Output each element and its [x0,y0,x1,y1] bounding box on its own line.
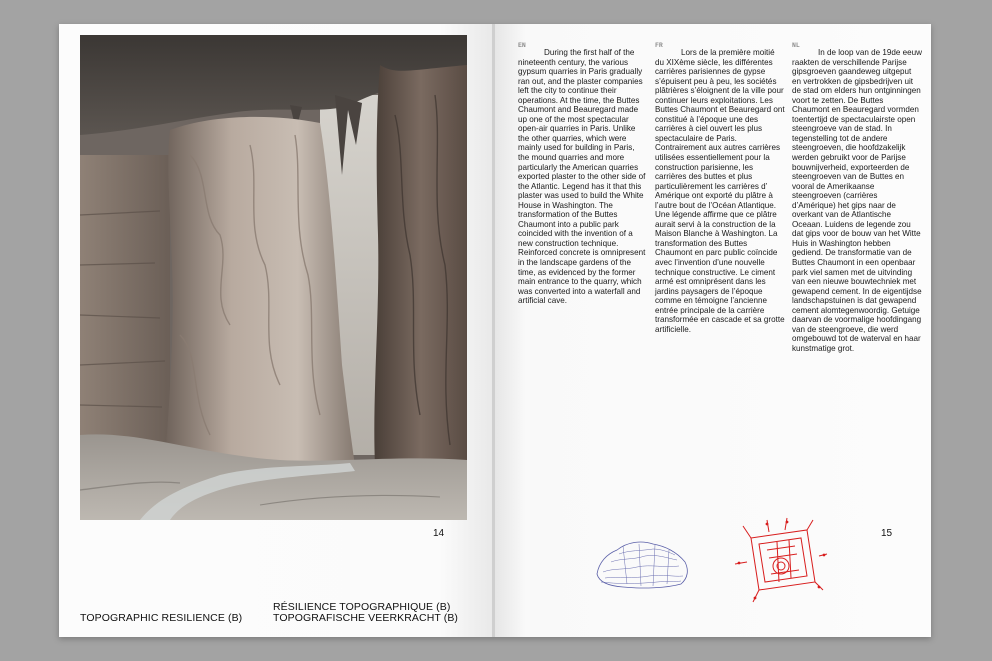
left-page-number: 14 [433,528,445,539]
park-plan-sketch-drawing [729,516,829,606]
quarry-cave-photo [80,35,467,520]
text-column-nl [792,41,922,354]
footer-title-fr: RÉSILIENCE TOPOGRAPHIQUE (B) [273,601,451,613]
language-tag-nl: NL [792,42,800,49]
right-page [495,24,931,637]
language-tag-en: EN [518,42,526,49]
footer-title-nl: TOPOGRAFISCHE VEERKRACHT (B) [273,612,459,624]
footer-title-en: TOPOGRAPHIC RESILIENCE (B) [80,612,243,624]
left-page [59,24,492,637]
paragraph-fr: Lors de la première moitié du XIXème siècle, les différentes carrières parisiennes de gypse s’épuisent peu à peu, les sociétés plâtrières s’éloignent de la ville pour continuer leurs exploitations. Les Buttes Chaumont et Beauregard ont constitué à l’époque une des carrières à ciel ouvert les plus spectaculaire de Paris. Contrairement aux autres carrières utilisées essentiellement pour la construction parisienne, les carrières des buttes et plus particulièrement les carrières d’ Amérique ont exporté du plâtre à l’autre bout de l’Océan Atlantique. Une légende affirme que ce plâtre aurait servi à la construction de la Maison Blanche à Washington. La transformation des Buttes Chaumont en parc public coïncide avec l’invention d’une nouvelle technique constructive. Le ciment armé est omniprésent dans les jardins paysagers de l’époque comme en témoigne l’ancienne entrée principale de la carrière transformée en cascade et sa grotte artificielle. [655,48,785,334]
paragraph-en: During the first half of the nineteenth century, the various gypsum quarries in Paris gradually ran out, and the plaster companies left the city to continue their operations. At the time, the Buttes Chaumont and Beauregard made up one of the most spectacular open-air quarries in Paris. Unlike the other quarries, which were mainly used for building in Paris, the mound quarries and more particularly the American quarries exported plaster to the other side of the Atlantic. Legend has it that this plaster was used to build the White House in Washington. The transformation of the Buttes Chaumont into a public park coincided with the invention of a new construction technique. Reinforced concrete is omnipresent in the landscape gardens of the time, as evidenced by the former main entrance to the quarry, which was converted into a waterfall and artificial cave. [518,48,646,306]
text-column-en [518,41,648,306]
paragraph-nl: In de loop van de 19de eeuw raakten de verschillende Parijse gipsgroeven gaandeweg uitgeput en vertrokken de gipsbedrijven uit de stad om elders hun ontginningen voort te zetten. De Buttes Chaumont en Beauregard vormden toentertijd de spectaculairste open steengroeve van de stad. In tegenstelling tot de andere steengroeven, die hoofdzakelijk werden gebruikt voor de Parijse bouwnijverheid, exporteerden de steengroeven van de Buttes en vooral de Amerikaanse steengroeven (carrières d’Amérique) het gips naar de overkant van de Atlantische Oceaan. Luidens de legende zou dat gips voor de bouw van het Witte Huis in Washington hebben gediend. De transformatie van de Buttes Chaumont in een openbaar park viel samen met de uitvinding van een nieuwe bouwtechniek met gewapend cement. In de eigentijdse landschapstuinen is dat gewapend cement alomtegenwoordig. Getuige daarvan de voormalige hoofdingang van de steengroeve, die werd omgebouwd tot de waterval en haar kunstmatige grot. [792,48,922,353]
text-column-fr [655,41,785,334]
book-spread [59,24,931,637]
rock-sketch-drawing [593,532,693,592]
language-tag-fr: FR [655,42,663,49]
right-page-number: 15 [881,528,893,539]
